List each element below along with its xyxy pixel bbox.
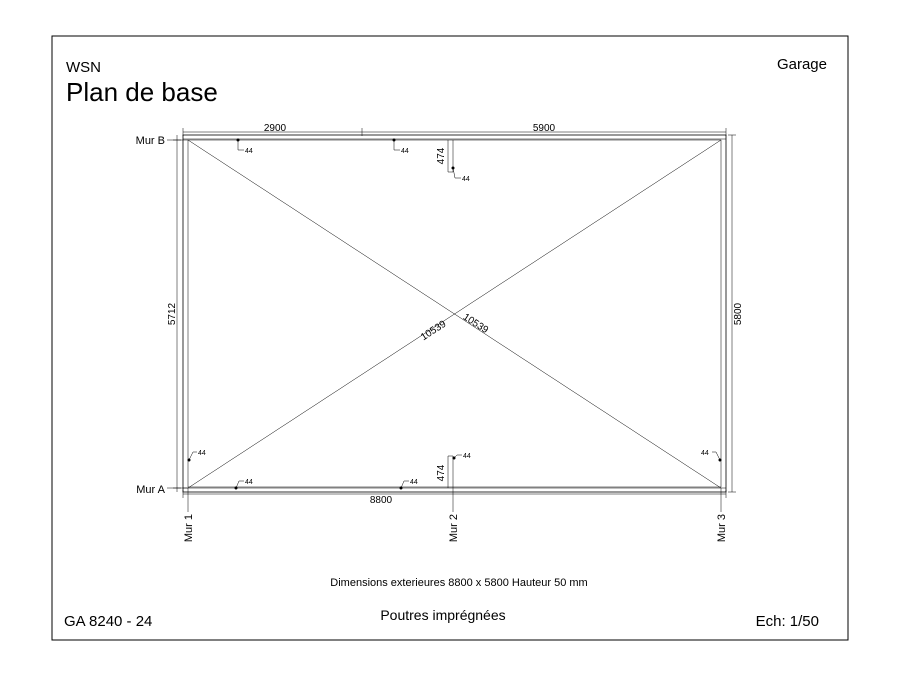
- beam-label-3: 44: [462, 176, 470, 183]
- beam-label-6: 44: [410, 479, 418, 486]
- bottom-center-post: [436, 456, 453, 488]
- reference-label: GA 8240 - 24: [64, 613, 153, 630]
- dimensions-description: Dimensions exterieures 8800 x 5800 Hauteur 50 mm: [330, 577, 588, 589]
- beam-label-1: 44: [245, 148, 253, 155]
- bottom-post-dimension: 474: [436, 464, 447, 482]
- top-right-dimension: 5900: [532, 123, 556, 134]
- company-label: WSN: [66, 59, 101, 76]
- top-post-dimension: 474: [436, 147, 447, 165]
- left-dimension: [167, 135, 181, 492]
- mur-1-label: Mur 1: [183, 514, 195, 543]
- scale-label: Ech: 1/50: [755, 613, 819, 630]
- callout-leader-8: [712, 452, 720, 460]
- sheet-border: [52, 36, 848, 640]
- beam-label-4: 44: [198, 450, 206, 457]
- foundation-outer-outline: [183, 135, 726, 492]
- beam-label-7: 44: [463, 453, 471, 460]
- mur-2-label: Mur 2: [448, 514, 460, 543]
- page-title: Plan de base: [66, 77, 218, 107]
- beam-label-2: 44: [401, 148, 409, 155]
- building-type-label: Garage: [776, 56, 827, 73]
- top-left-dimension: 2900: [263, 123, 287, 134]
- right-dimension-value: 5800: [733, 302, 744, 326]
- callout-leader-1: [238, 140, 244, 150]
- mur-a-label: Mur A: [136, 484, 165, 496]
- mur-b-label: Mur B: [135, 135, 165, 147]
- diagonal-dimension-2: 10539: [460, 311, 491, 337]
- callout-leader-3: [453, 168, 461, 178]
- bottom-dimension-value: 8800: [369, 495, 393, 506]
- beam-label-5: 44: [245, 479, 253, 486]
- left-dimension-value: 5712: [167, 302, 178, 326]
- callout-leader-4: [189, 452, 197, 460]
- beam-label-8: 44: [701, 450, 709, 457]
- callout-leader-2: [394, 140, 400, 150]
- right-dimension: [728, 135, 744, 492]
- top-center-post: [436, 140, 453, 172]
- material-label: Poutres imprégnées: [380, 607, 506, 623]
- foundation-frame: [183, 135, 726, 492]
- top-dimension: [183, 123, 726, 136]
- diagonal-dimension-1: 10539: [418, 318, 449, 344]
- mur-3-label: Mur 3: [716, 514, 728, 543]
